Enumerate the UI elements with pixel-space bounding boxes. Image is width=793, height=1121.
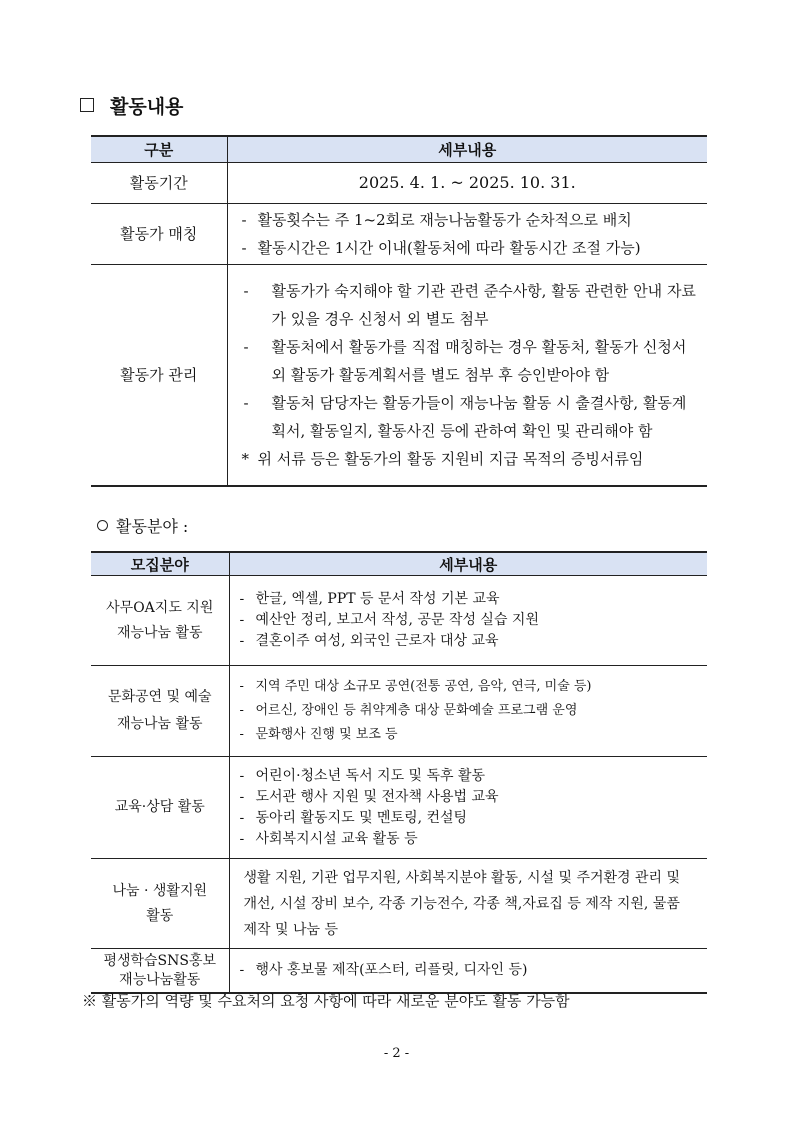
header-details: 세부내용	[227, 136, 707, 163]
field-details	[229, 757, 707, 859]
list-item: - 행사 홍보물 제작(포스터, 리플릿, 디자인 등)	[239, 962, 528, 978]
field-label: 평생학습SNS홍보 재능나눔활동	[91, 949, 229, 994]
list-item: - 한글, 엑셀, PPT 등 문서 작성 기본 교육	[239, 591, 500, 607]
subsection-title: 활동분야 :	[116, 517, 189, 536]
list-item: - 결혼이주 여성, 외국인 근로자 대상 교육	[239, 633, 499, 649]
row-period	[91, 163, 707, 204]
list-item: - 동아리 활동지도 및 멘토링, 컨설팅	[239, 809, 468, 826]
matching-label: 활동가 매칭	[91, 204, 227, 265]
management-label: 활동가 관리	[91, 265, 227, 487]
list-item: - 도서관 행사 지원 및 전자책 사용법 교육	[239, 788, 499, 805]
field-details	[229, 576, 707, 666]
field-label: 사무OA지도 지원 재능나눔 활동	[91, 576, 229, 666]
list-item: - 활동시간은 1시간 이내(활동처에 따라 활동시간 조절 가능)	[241, 239, 641, 257]
footer-note: ※ 활동가의 역량 및 수요처의 요청 사항에 따라 새로운 분야도 활동 가능함	[82, 992, 570, 1010]
list-item: - 지역 주민 대상 소규모 공연(전통 공연, 음악, 연극, 미술 등)	[239, 679, 592, 694]
table-row	[91, 757, 707, 859]
activity-field-table	[91, 551, 707, 994]
period-value: 2025. 4. 1. ~ 2025. 10. 31.	[227, 163, 707, 204]
header-field: 모집분야	[91, 552, 229, 576]
circle-bullet-icon	[97, 520, 108, 531]
field-details	[229, 666, 707, 757]
list-item: - 문화행사 진행 및 보조 등	[239, 727, 398, 742]
list-item: - 사회복지시설 교육 활동 등	[239, 830, 418, 847]
list-item: - 예산안 정리, 보고서 작성, 공문 작성 실습 지원	[239, 612, 539, 628]
period-label: 활동기간	[91, 163, 227, 204]
activity-content-table	[91, 135, 707, 487]
list-item: - 활동가가 숙지해야 할 기관 관련 준수사항, 활동 관련한 안내 자료가 있을 경우 신청서 외 별도 첨부	[243, 282, 696, 328]
table-row	[91, 859, 707, 949]
field-label: 교육·상담 활동	[91, 757, 229, 859]
field-label: 나눔 · 생활지원 활동	[91, 859, 229, 949]
list-item: - 어린이·청소년 독서 지도 및 독후 활동	[239, 767, 486, 784]
field-details: 생활 지원, 기관 업무지원, 사회복지분야 활동, 시설 및 주거환경 관리 및 개선, 시설 장비 보수, 각종 기능전수, 각종 책,자료집 등 제작 지원, 물품제작 및 나눔 등	[229, 859, 707, 949]
field-details	[229, 949, 707, 994]
row-matching	[91, 204, 707, 265]
table-header-row	[91, 552, 707, 576]
list-item: - 활동처 담당자는 활동가들이 재능나눔 활동 시 출결사항, 활동계획서, 활동일지, 활동사진 등에 관하여 확인 및 관리해야 함	[243, 394, 687, 440]
subsection-heading	[97, 514, 188, 537]
page-number: - 2 -	[383, 1046, 410, 1061]
table-row	[91, 666, 707, 757]
table-row	[91, 576, 707, 666]
section-title: 활동내용	[110, 95, 184, 118]
checkbox-square-icon	[80, 98, 94, 112]
matching-details	[227, 204, 707, 265]
footnote: * 위 서류 등은 활동가의 활동 지원비 지급 목적의 증빙서류임	[241, 450, 644, 468]
list-item: - 어르신, 장애인 등 취약계층 대상 문화예술 프로그램 운영	[239, 703, 578, 718]
table-row	[91, 949, 707, 994]
table-header-row	[91, 136, 707, 163]
header-details: 세부내용	[229, 552, 707, 576]
list-item: - 활동횟수는 주 1~2회로 재능나눔활동가 순차적으로 배치	[241, 211, 632, 229]
header-category: 구분	[91, 136, 227, 163]
row-management	[91, 265, 707, 487]
field-label: 문화공연 및 예술 재능나눔 활동	[91, 666, 229, 757]
section-heading	[80, 90, 183, 120]
list-item: - 활동처에서 활동가를 직접 매칭하는 경우 활동처, 활동가 신청서 외 활동가 활동계획서를 별도 첨부 후 승인받아야 함	[243, 338, 687, 384]
management-details	[227, 265, 707, 487]
